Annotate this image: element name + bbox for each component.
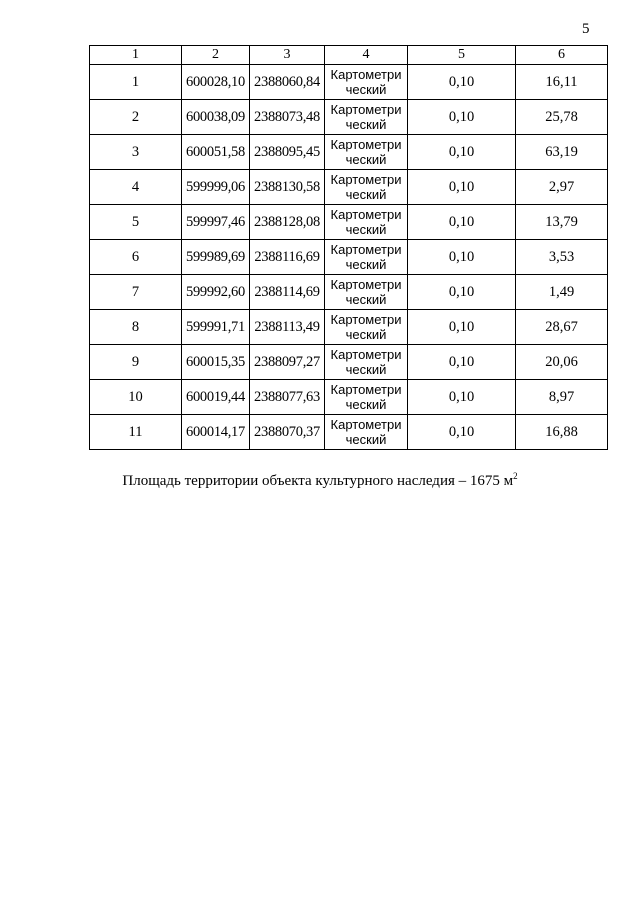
y-coordinate-cell: 2388070,37 [250,415,325,450]
method-line-2: ческий [345,257,387,272]
x-coordinate-cell: 599992,60 [182,275,250,310]
method-cell [325,275,408,310]
header-cell-4: 4 [325,46,408,65]
accuracy-cell: 0,10 [408,415,516,450]
table-body [90,65,608,450]
table-row [90,345,608,380]
method-line-1: Картометри [330,207,402,222]
accuracy-cell: 0,10 [408,380,516,415]
distance-cell: 63,19 [516,135,608,170]
method-line-2: ческий [345,432,387,447]
distance-cell: 13,79 [516,205,608,240]
distance-cell: 16,11 [516,65,608,100]
method-line-2: ческий [345,152,387,167]
distance-cell: 8,97 [516,380,608,415]
y-coordinate-cell: 2388113,49 [250,310,325,345]
method-line-1: Картометри [330,347,402,362]
method-cell [325,100,408,135]
method-line-1: Картометри [330,417,402,432]
accuracy-cell: 0,10 [408,345,516,380]
x-coordinate-cell: 600051,58 [182,135,250,170]
x-coordinate-cell: 600028,10 [182,65,250,100]
table-row [90,170,608,205]
table-row [90,100,608,135]
method-line-2: ческий [345,117,387,132]
table-row [90,135,608,170]
accuracy-cell: 0,10 [408,170,516,205]
point-number-cell: 10 [90,380,182,415]
table-row [90,380,608,415]
method-line-2: ческий [345,187,387,202]
area-statement [0,471,640,490]
x-coordinate-cell: 600015,35 [182,345,250,380]
distance-cell: 25,78 [516,100,608,135]
method-line-2: ческий [345,292,387,307]
area-unit-superscript: 2 [513,471,518,481]
point-number-cell: 5 [90,205,182,240]
accuracy-cell: 0,10 [408,240,516,275]
method-line-1: Картометри [330,67,402,82]
y-coordinate-cell: 2388097,27 [250,345,325,380]
distance-cell: 1,49 [516,275,608,310]
table-row [90,275,608,310]
area-text: Площадь территории объекта культурного наследия – 1675 м [122,473,514,489]
header-cell-3: 3 [250,46,325,65]
point-number-cell: 4 [90,170,182,205]
method-cell [325,240,408,275]
method-cell [325,65,408,100]
accuracy-cell: 0,10 [408,65,516,100]
point-number-cell: 9 [90,345,182,380]
method-cell [325,205,408,240]
page-number: 5 [582,21,590,37]
y-coordinate-cell: 2388077,63 [250,380,325,415]
point-number-cell: 3 [90,135,182,170]
method-cell [325,170,408,205]
coordinates-table [89,45,608,450]
method-line-1: Картометри [330,312,402,327]
y-coordinate-cell: 2388060,84 [250,65,325,100]
method-line-1: Картометри [330,102,402,117]
method-line-2: ческий [345,82,387,97]
header-cell-1: 1 [90,46,182,65]
method-line-1: Картометри [330,242,402,257]
table-row [90,240,608,275]
method-line-1: Картометри [330,382,402,397]
accuracy-cell: 0,10 [408,205,516,240]
point-number-cell: 2 [90,100,182,135]
method-line-1: Картометри [330,277,402,292]
table-row [90,310,608,345]
method-cell [325,345,408,380]
accuracy-cell: 0,10 [408,275,516,310]
method-line-2: ческий [345,362,387,377]
x-coordinate-cell: 599989,69 [182,240,250,275]
method-line-2: ческий [345,327,387,342]
point-number-cell: 7 [90,275,182,310]
method-cell [325,310,408,345]
point-number-cell: 6 [90,240,182,275]
method-line-2: ческий [345,222,387,237]
x-coordinate-cell: 600014,17 [182,415,250,450]
method-line-2: ческий [345,397,387,412]
distance-cell: 28,67 [516,310,608,345]
x-coordinate-cell: 600019,44 [182,380,250,415]
distance-cell: 16,88 [516,415,608,450]
accuracy-cell: 0,10 [408,100,516,135]
point-number-cell: 1 [90,65,182,100]
table-row [90,415,608,450]
method-cell [325,135,408,170]
header-row [90,46,608,65]
method-line-1: Картометри [330,137,402,152]
x-coordinate-cell: 600038,09 [182,100,250,135]
method-cell [325,415,408,450]
method-cell [325,380,408,415]
table-header [90,46,608,65]
x-coordinate-cell: 599991,71 [182,310,250,345]
y-coordinate-cell: 2388114,69 [250,275,325,310]
header-cell-2: 2 [182,46,250,65]
x-coordinate-cell: 599997,46 [182,205,250,240]
y-coordinate-cell: 2388128,08 [250,205,325,240]
point-number-cell: 11 [90,415,182,450]
method-line-1: Картометри [330,172,402,187]
distance-cell: 2,97 [516,170,608,205]
accuracy-cell: 0,10 [408,135,516,170]
header-cell-5: 5 [408,46,516,65]
distance-cell: 20,06 [516,345,608,380]
y-coordinate-cell: 2388095,45 [250,135,325,170]
y-coordinate-cell: 2388130,58 [250,170,325,205]
y-coordinate-cell: 2388073,48 [250,100,325,135]
table-row [90,65,608,100]
accuracy-cell: 0,10 [408,310,516,345]
y-coordinate-cell: 2388116,69 [250,240,325,275]
table-row [90,205,608,240]
point-number-cell: 8 [90,310,182,345]
x-coordinate-cell: 599999,06 [182,170,250,205]
distance-cell: 3,53 [516,240,608,275]
header-cell-6: 6 [516,46,608,65]
